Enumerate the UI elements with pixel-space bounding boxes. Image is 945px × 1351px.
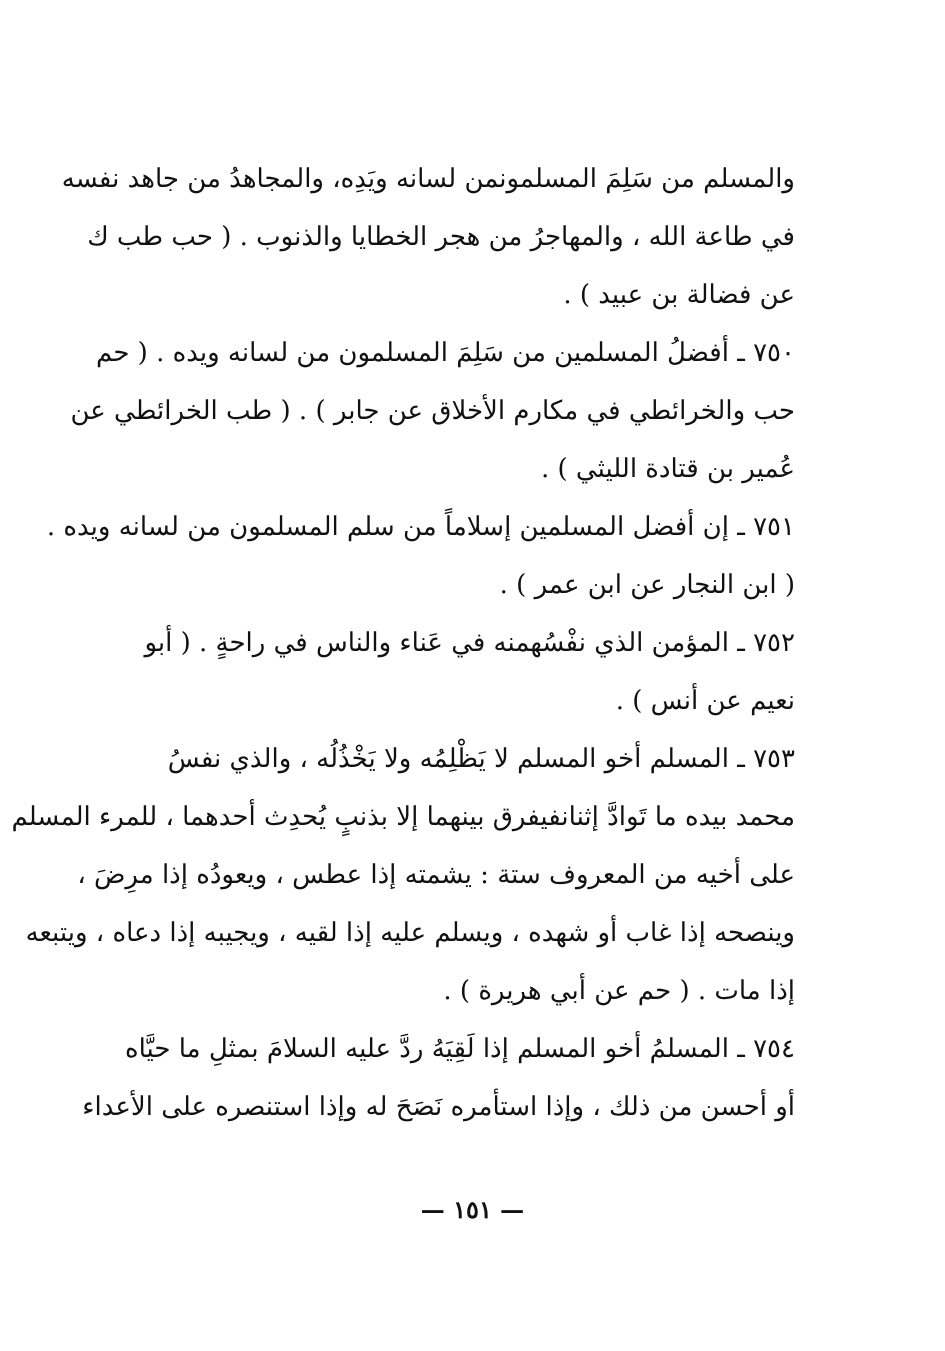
text-line: إذا مات . ( حم عن أبي هريرة ) . xyxy=(443,976,795,1006)
hadith-754-line: ٧٥٤ ـ المسلمُ أخو المسلم إذا لَقِيَهُ ردَّ عليه السلامَ بمثلِ ما حيَّاه xyxy=(125,1034,795,1064)
text-line: حب والخرائطي في مكارم الأخلاق عن جابر ) . ( طب الخرائطي عن xyxy=(70,396,795,426)
text-line: محمد بيده ما تَوادَّ إثنانفيفرق بينهما إلا بذنبٍ يُحدِث أحدهما ، للمرء المسلم xyxy=(11,802,795,832)
text-line: ( ابن النجار عن ابن عمر ) . xyxy=(499,570,795,600)
page-number: — ١٥١ — xyxy=(420,1195,525,1224)
text-line: عن فضالة بن عبيد ) . xyxy=(563,280,795,310)
hadith-750-line: ٧٥٠ ـ أفضلُ المسلمين من سَلِمَ المسلمون من لسانه ويده . ( حم xyxy=(96,338,795,368)
text-line: وينصحه إذا غاب أو شهده ، ويسلم عليه إذا لقيه ، ويجيبه إذا دعاه ، ويتبعه xyxy=(25,918,795,948)
hadith-752-line: ٧٥٢ ـ المؤمن الذي نفْسُهمنه في عَناء والناس في راحةٍ . ( أبو xyxy=(144,628,795,658)
text-line: على أخيه من المعروف ستة : يشمته إذا عطس ، ويعودُه إذا مرِضَ ، xyxy=(77,860,795,890)
text-line: نعيم عن أنس ) . xyxy=(615,686,795,716)
hadith-753-line: ٧٥٣ ـ المسلم أخو المسلم لا يَظْلِمُه ولا يَخْذُلُه ، والذي نفسُ xyxy=(167,744,795,774)
text-line: في طاعة الله ، والمهاجرُ من هجر الخطايا والذنوب . ( حب طب ك xyxy=(87,222,795,252)
text-line: أو أحسن من ذلك ، وإذا استأمره نَصَحَ له وإذا استنصره على الأعداء xyxy=(82,1092,795,1122)
text-line: عُمير بن قتادة الليثي ) . xyxy=(540,454,795,484)
text-line: والمسلم من سَلِمَ المسلمونمن لسانه ويَدِه، والمجاهدُ من جاهد نفسه xyxy=(61,164,795,194)
hadith-text-block xyxy=(11,150,795,1136)
hadith-751-line: ٧٥١ ـ إن أفضل المسلمين إسلاماً من سلم المسلمون من لسانه ويده . xyxy=(46,512,795,542)
